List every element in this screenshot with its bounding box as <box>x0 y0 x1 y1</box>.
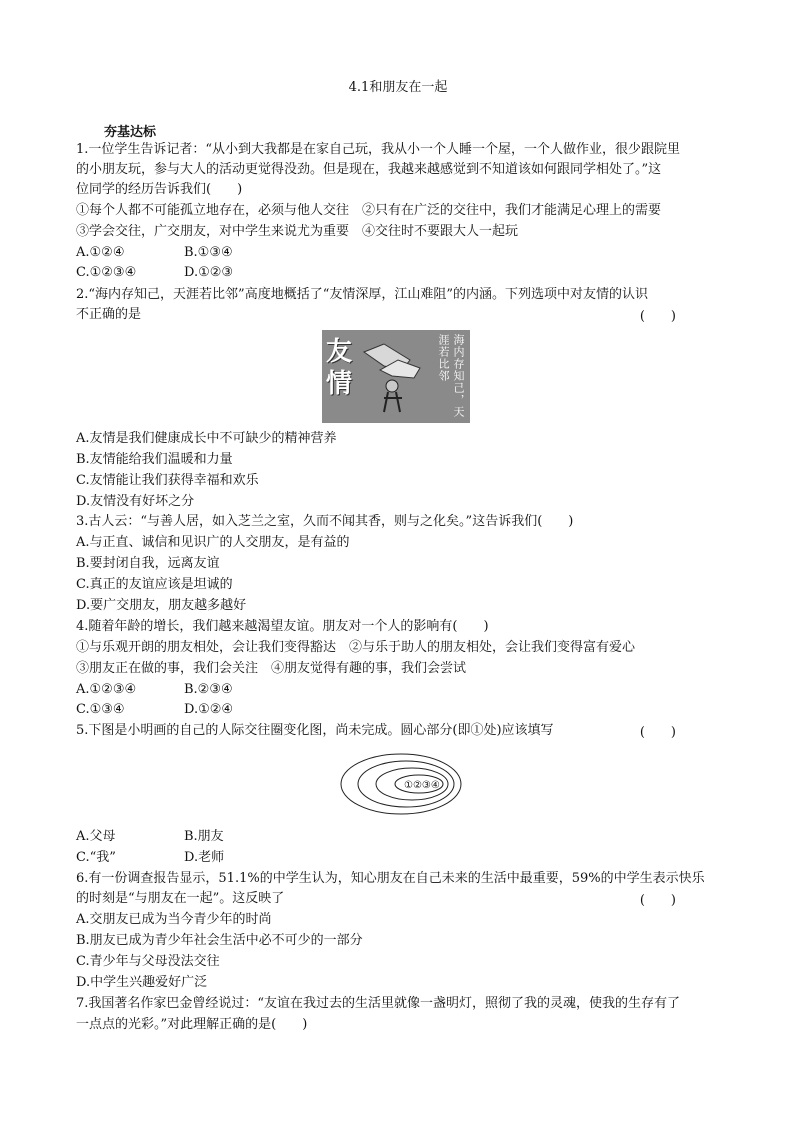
q3-option-c[interactable]: C.真正的友谊应该是坦诚的 <box>76 577 233 592</box>
q6-option-d[interactable]: D.中学生兴趣爱好广泛 <box>76 975 208 990</box>
q3-option-d[interactable]: D.要广交朋友，朋友越多越好 <box>76 598 247 613</box>
q7-stem-line1: 7.我国著名作家巴金曾经说过：“友谊在我过去的生活里就像一盏明灯，照彻了我的灵魂，使我的生存有了 <box>76 996 681 1011</box>
q2-answer-paren[interactable]: ( ) <box>639 309 676 324</box>
q3-option-b[interactable]: B.要封闭自我，远离友谊 <box>76 556 220 571</box>
q4-option-b[interactable]: B.②③④ <box>184 682 233 697</box>
q6-option-b[interactable]: B.朋友已成为青少年社会生活中必不可少的一部分 <box>76 933 363 948</box>
q1-options-row1 <box>76 243 233 263</box>
q5-answer-paren[interactable]: ( ) <box>639 725 676 740</box>
q1-stem-line2: 的小朋友玩，参与大人的活动更觉得没劲。但是现在，我越来越感觉到不知道该如何跟同学相处了。”这 <box>76 162 662 177</box>
q1-items-line2: ③学会交往，广交朋友，对中学生来说尤为重要 ④交往时不要跟大人一起玩 <box>76 224 519 239</box>
q1-options-row2 <box>76 263 233 283</box>
q5-option-a[interactable]: A.父母 <box>76 829 116 844</box>
q5-stem: 5.下图是小明画的自己的人际交往圈变化图，尚未完成。圆心部分(即①处)应该填写 <box>76 723 554 738</box>
social-circle-diagram <box>336 750 466 818</box>
friendship-word: 友情 <box>326 337 353 399</box>
q4-options-row1 <box>76 680 233 700</box>
q1-stem-line3: 位同学的经历告诉我们( ) <box>76 182 243 197</box>
q3-option-a[interactable]: A.与正直、诚信和见识广的人交朋友，是有益的 <box>76 535 350 550</box>
poem-text: 海内存知己，天涯若比邻 <box>437 334 465 418</box>
q2-stem-line1: 2.“海内存知己，天涯若比邻”高度地概括了“友情深厚，江山难阻”的内涵。下列选项中对友情的认识 <box>76 287 648 302</box>
q2-option-c[interactable]: C.友情能让我们获得幸福和欢乐 <box>76 473 259 488</box>
q5-option-c[interactable]: C.“我” <box>76 850 116 865</box>
q4-option-c[interactable]: C.①③④ <box>76 702 125 717</box>
q7-stem-line2: 一点点的光彩。”对此理解正确的是( ) <box>76 1017 308 1032</box>
q2-option-b[interactable]: B.友情能给我们温暖和力量 <box>76 452 233 467</box>
q4-option-a[interactable]: A.①②③④ <box>76 682 137 697</box>
page-title: 4.1和朋友在一起 <box>348 80 448 95</box>
q6-option-c[interactable]: C.青少年与父母没法交往 <box>76 954 220 969</box>
q6-stem-line2: 的时刻是“与朋友在一起”。这反映了 <box>76 891 285 906</box>
q1-option-a[interactable]: A.①②④ <box>76 245 125 260</box>
q5-option-d[interactable]: D.老师 <box>184 850 225 865</box>
q3-stem: 3.古人云：“与善人居，如入芝兰之室，久而不闻其香，则与之化矣。”这告诉我们( ) <box>76 514 574 529</box>
q5-options-row2 <box>76 848 224 868</box>
q2-stem-line2: 不正确的是 <box>76 307 142 322</box>
q4-option-d[interactable]: D.①②④ <box>184 702 234 717</box>
q4-items-line1: ①与乐观开朗的朋友相处，会让我们变得豁达 ②与乐于助人的朋友相处，会让我们变得富有爱心 <box>76 640 636 655</box>
q5-options-row1 <box>76 827 224 847</box>
q4-stem: 4.随着年龄的增长，我们越来越渴望友谊。朋友对一个人的影响有( ) <box>76 619 489 634</box>
q4-options-row2 <box>76 700 233 720</box>
q1-option-b[interactable]: B.①③④ <box>184 245 233 260</box>
ring-labels: ①②③④ <box>404 780 440 791</box>
q6-option-a[interactable]: A.交朋友已成为当今青少年的时尚 <box>76 912 272 927</box>
friendship-illustration <box>322 330 470 423</box>
q2-option-d[interactable]: D.友情没有好坏之分 <box>76 494 195 509</box>
q5-option-b[interactable]: B.朋友 <box>184 829 224 844</box>
q6-answer-paren[interactable]: ( ) <box>639 893 676 908</box>
section-heading: 夯基达标 <box>104 125 157 140</box>
q6-stem-line1: 6.有一份调查报告显示，51.1%的中学生认为，知心朋友在自己未来的生活中最重要，59%的中学生表示快乐 <box>76 871 705 886</box>
q4-items-line2: ③朋友正在做的事，我们会关注 ④朋友觉得有趣的事，我们会尝试 <box>76 661 467 676</box>
q1-stem-line1: 1.一位学生告诉记者：“从小到大我都是在家自己玩，我从小一个人睡一个屋，一个人做作业，很少跟院里 <box>76 142 681 157</box>
q1-option-c[interactable]: C.①②③④ <box>76 265 137 280</box>
q1-items-line1: ①每个人都不可能孤立地存在，必须与他人交往 ②只有在广泛的交往中，我们才能满足心理上的需要 <box>76 203 662 218</box>
q2-option-a[interactable]: A.友情是我们健康成长中不可缺少的精神营养 <box>76 431 337 446</box>
q1-option-d[interactable]: D.①②③ <box>184 265 234 280</box>
